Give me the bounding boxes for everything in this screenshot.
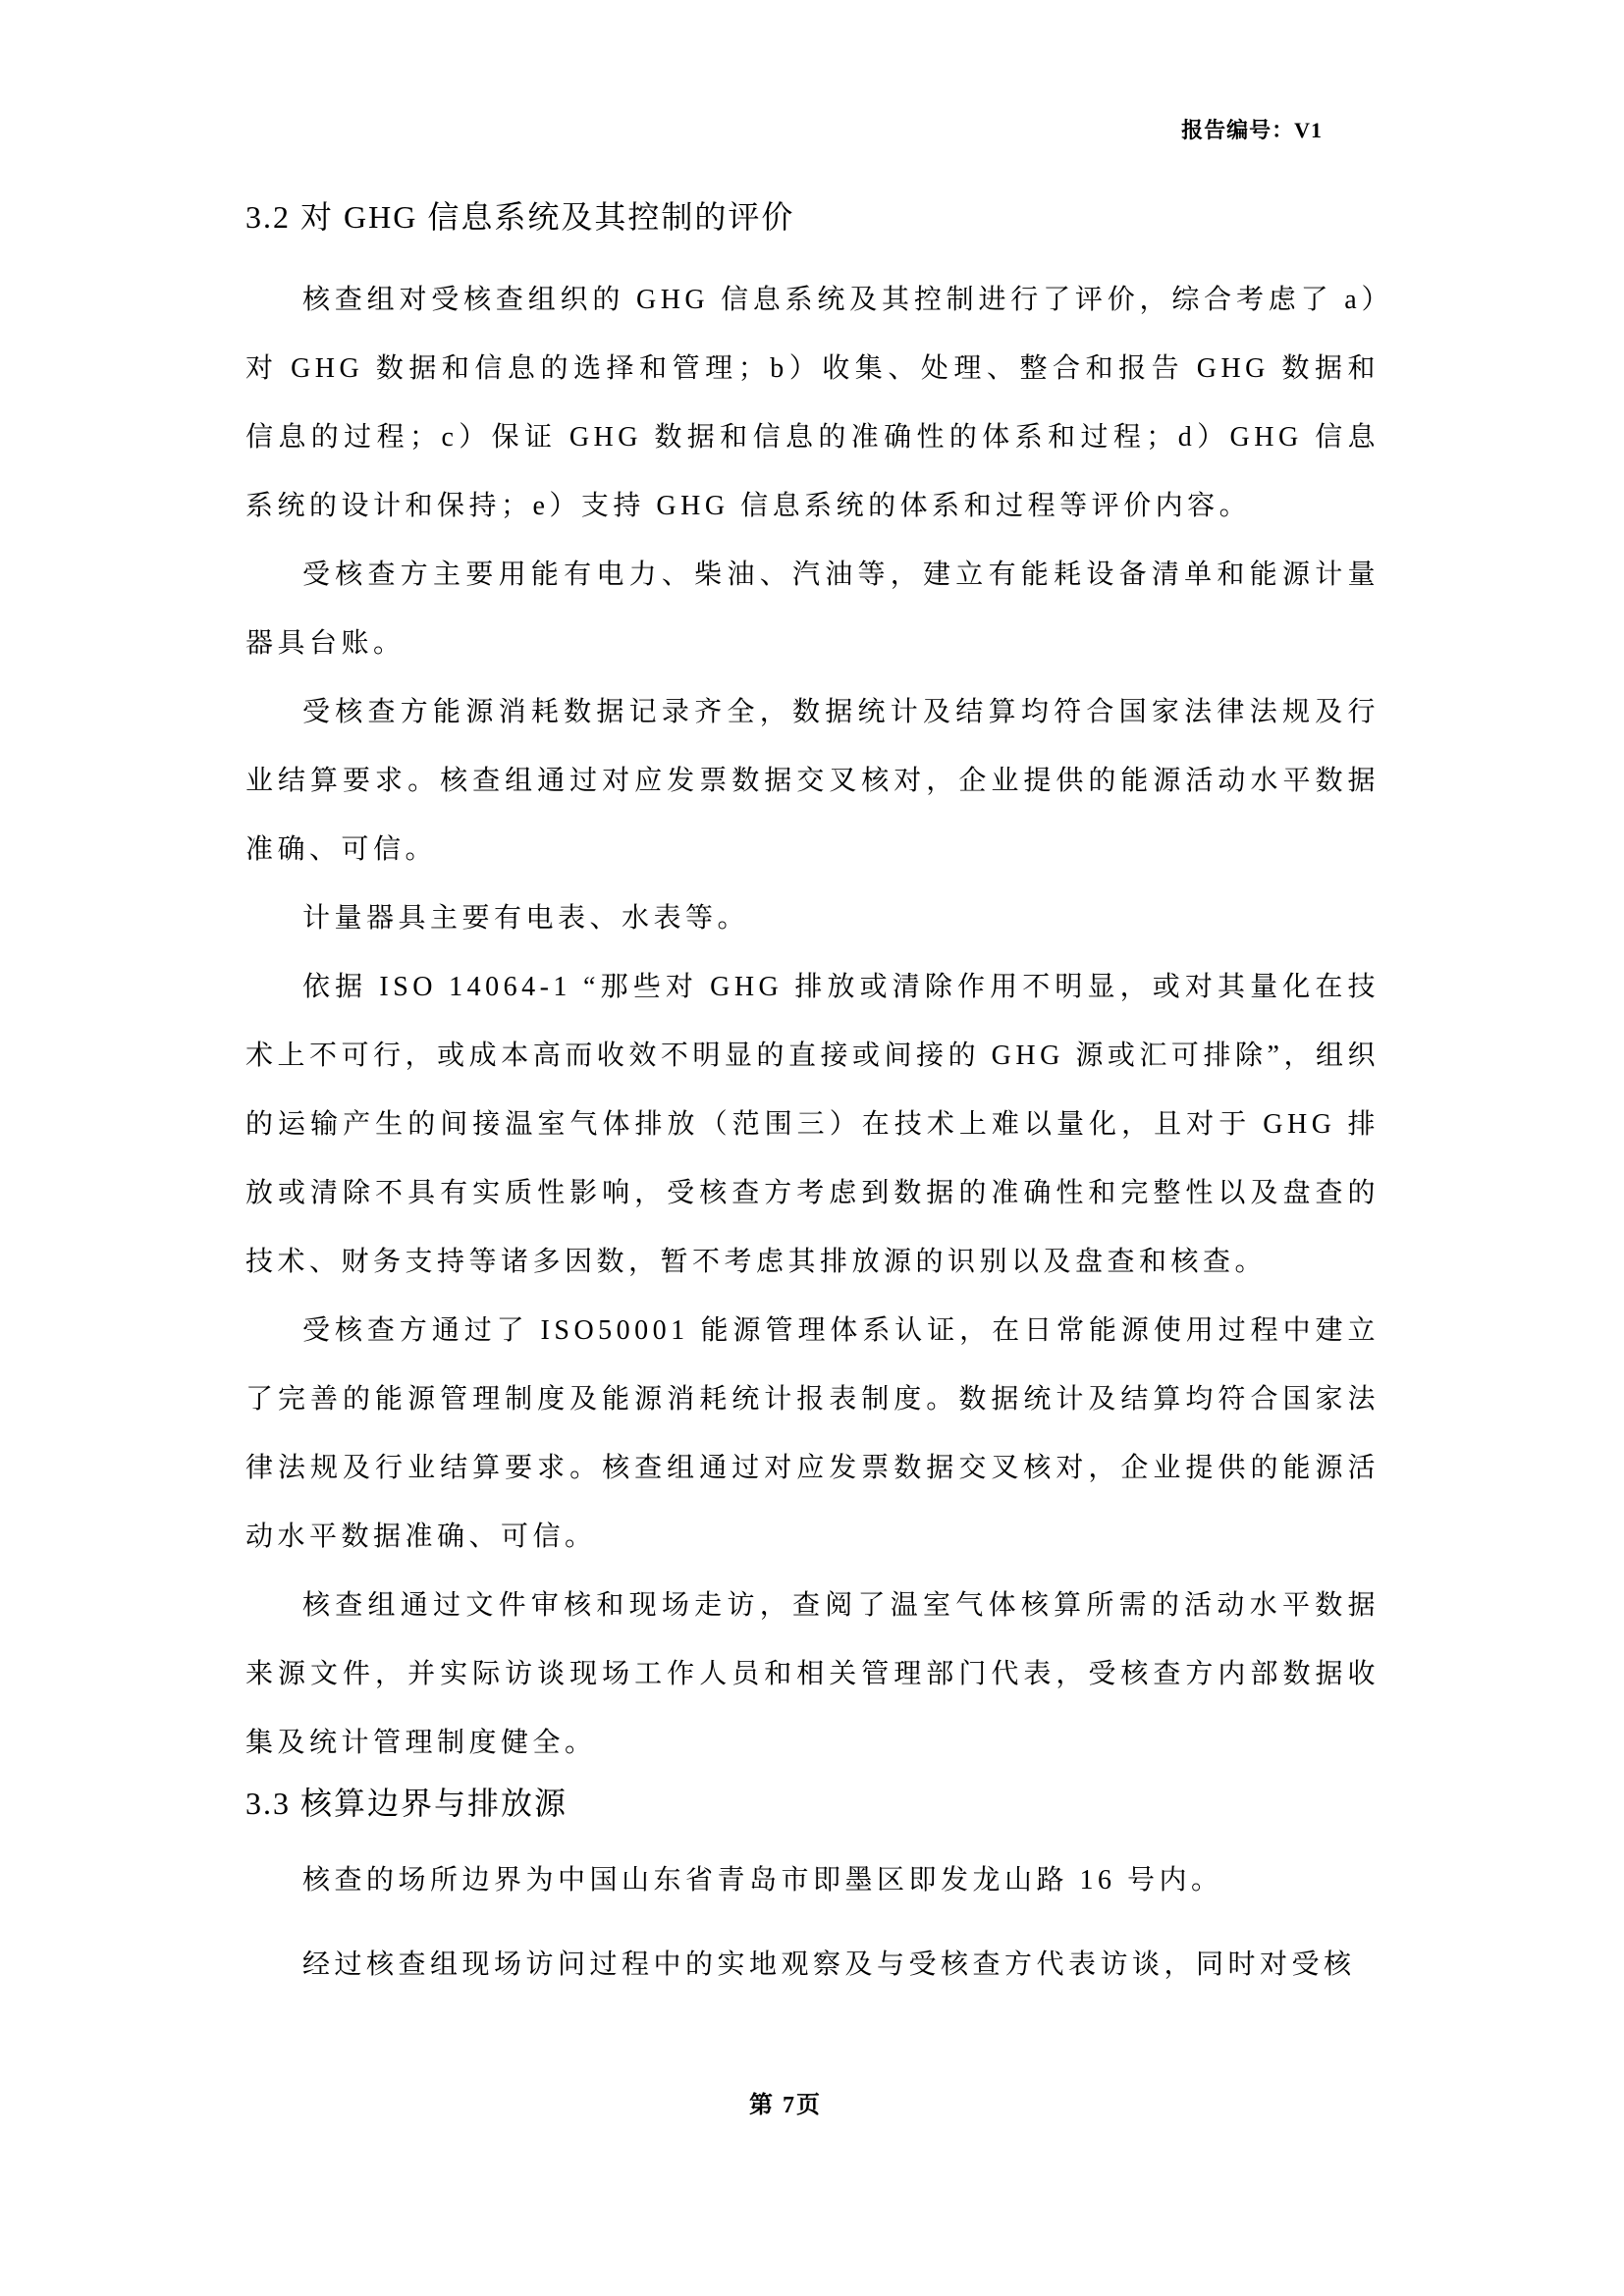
paragraph-ghg-system-evaluation: 核查组对受核查组织的 GHG 信息系统及其控制进行了评价，综合考虑了 a）对 GHG 数据和信息的选择和管理；b）收集、处理、整合和报告 GHG 数据和信息的过程；c）保证 GHG 数据和信息的准确性的体系和过程；d）GHG 信息系统的设计和保持；e）支持 GHG 信息系统的体系和过程等评价内容。 (245, 285, 1380, 521)
paragraph-energy-use: 受核查方主要用能有电力、柴油、汽油等，建立有能耗设备清单和能源计量器具台账。 (245, 560, 1380, 659)
paragraph-site-visit: 经过核查组现场访问过程中的实地观察及与受核查方代表访谈，同时对受核 (302, 1949, 1356, 1980)
paragraph-iso14064-exclusion: 依据 ISO 14064-1 “那些对 GHG 排放或清除作用不明显，或对其量化在技术上不可行，或成本高而收效不明显的直接或间接的 GHG 源或汇可排除”，组织的运输产生的间接温室气体排放（范围三）在技术上难以量化，且对于 GHG 排放或清除不具有实质性影响，受核查方考虑到数据的准确性和完整性以及盘查的技术、财务支持等诸多因数，暂不考虑其排放源的识别以及盘查和核查。 (245, 972, 1380, 1277)
page-number: 第 7页 (749, 2093, 822, 2118)
paragraph-energy-data-records: 受核查方能源消耗数据记录齐全，数据统计及结算均符合国家法律法规及行业结算要求。核查组通过对应发票数据交叉核对，企业提供的能源活动水平数据准确、可信。 (245, 697, 1380, 865)
section-title-3-2: 3.2 对 GHG 信息系统及其控制的评价 (245, 199, 795, 235)
paragraph-iso50001-certification: 受核查方通过了 ISO50001 能源管理体系认证，在日常能源使用过程中建立了完善的能源管理制度及能源消耗统计报表制度。数据统计及结算均符合国家法律法规及行业结算要求。核查组通过对应发票数据交叉核对，企业提供的能源活动水平数据准确、可信。 (245, 1315, 1380, 1552)
paragraph-metering-devices: 计量器具主要有电表、水表等。 (302, 903, 750, 934)
page-content (245, 191, 1380, 2000)
paragraph-site-boundary: 核查的场所边界为中国山东省青岛市即墨区即发龙山路 16 号内。 (302, 1865, 1223, 1896)
section-title-3-3: 3.3 核算边界与排放源 (245, 1786, 568, 1821)
report-number-label: 报告编号：V1 (1181, 118, 1323, 142)
paragraph-document-review: 核查组通过文件审核和现场走访，查阅了温室气体核算所需的活动水平数据来源文件，并实际访谈现场工作人员和相关管理部门代表，受核查方内部数据收集及统计管理制度健全。 (245, 1590, 1380, 1758)
